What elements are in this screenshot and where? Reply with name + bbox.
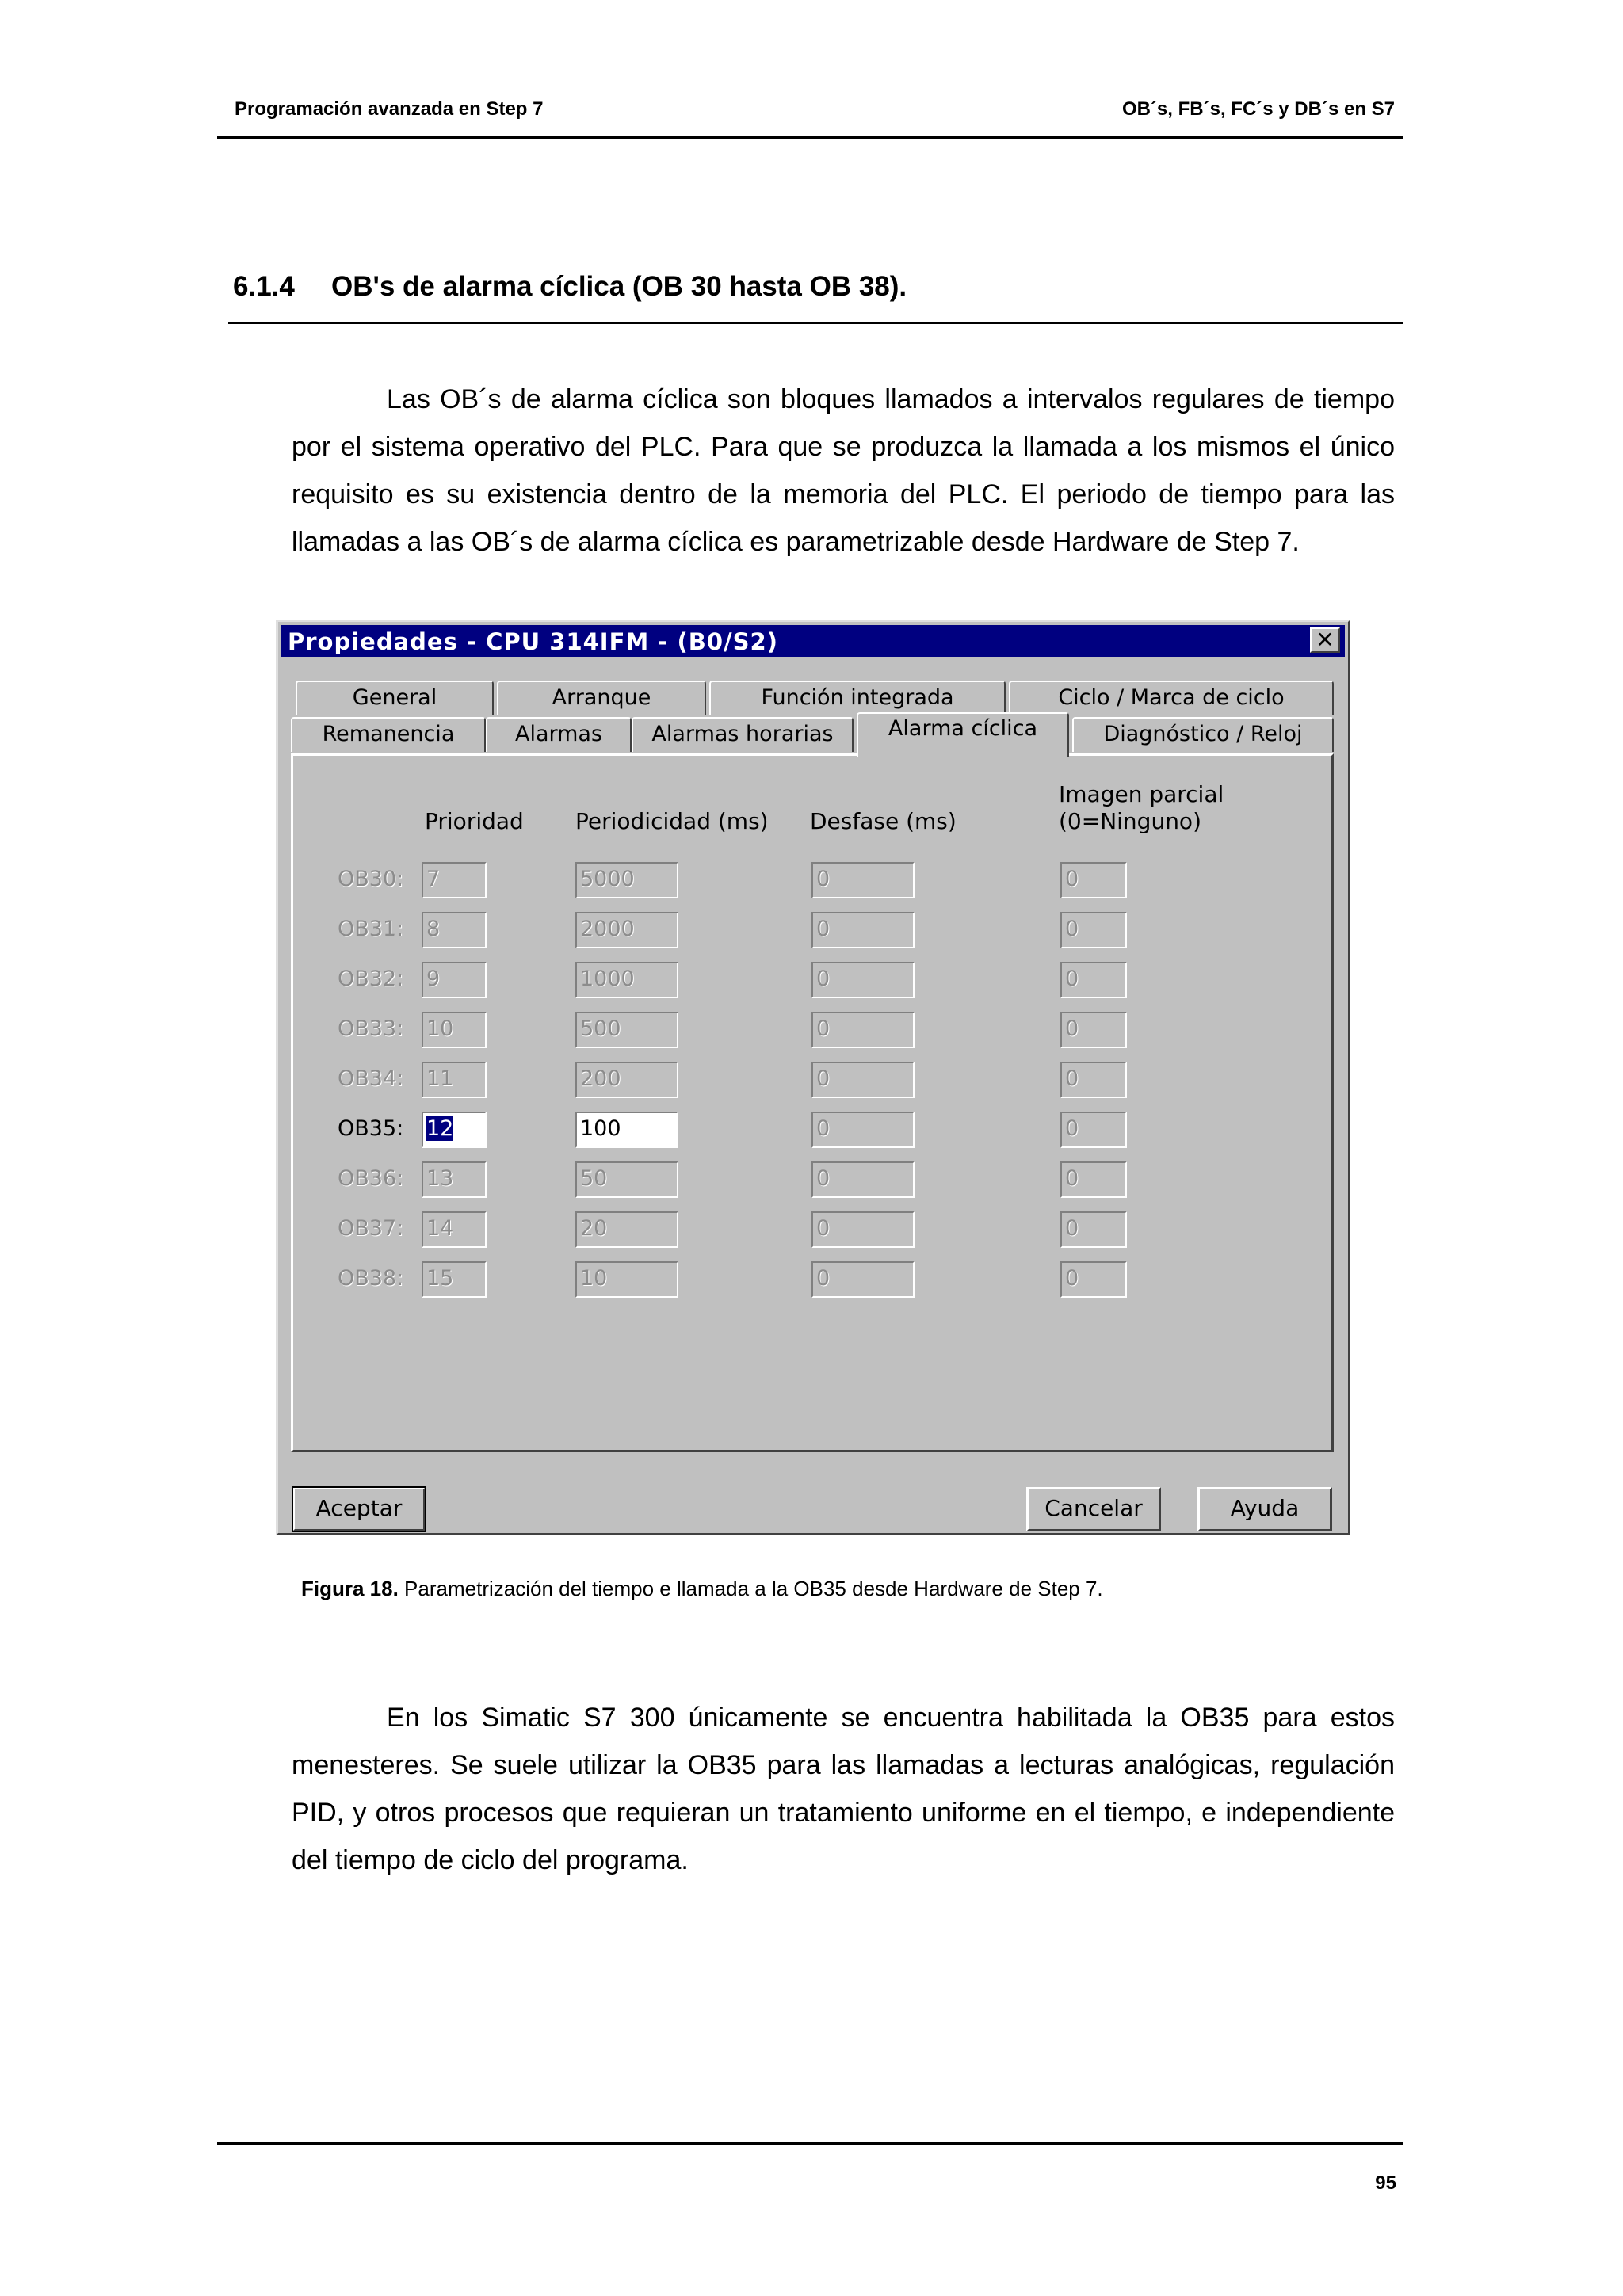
image-field[interactable] bbox=[1060, 912, 1127, 948]
tab-panel bbox=[291, 753, 1334, 1452]
image-field-value: 0 bbox=[1065, 1266, 1079, 1291]
offset-field[interactable] bbox=[812, 1161, 915, 1198]
period-field[interactable] bbox=[575, 1211, 678, 1248]
period-field[interactable] bbox=[575, 1112, 678, 1148]
column-header-image-line1: Imagen parcial bbox=[1059, 781, 1224, 807]
intro-paragraph: Las OB´s de alarma cíclica son bloques llamados a intervalos regulares de tiempo por el sistema operativo del PLC. Para que se produzca la llamada a los mismos el único requisito es su existencia dentro de la memoria del PLC. El periodo de tiempo para las llamadas a las OB´s de alarma cíclica es parametrizable desde Hardware de Step 7. bbox=[292, 384, 1395, 557]
offset-field[interactable] bbox=[812, 1112, 915, 1148]
image-field-value: 0 bbox=[1065, 1216, 1079, 1241]
offset-field[interactable] bbox=[812, 862, 915, 898]
tab-remanencia[interactable]: Remanencia bbox=[291, 717, 486, 752]
period-field[interactable] bbox=[575, 1161, 678, 1198]
period-field[interactable] bbox=[575, 1062, 678, 1098]
period-field-value: 10 bbox=[580, 1266, 608, 1291]
priority-field-value: 15 bbox=[426, 1266, 454, 1291]
offset-field-value: 0 bbox=[816, 1266, 831, 1291]
priority-field[interactable] bbox=[422, 862, 487, 898]
section-number: 6.1.4 bbox=[233, 271, 295, 302]
offset-field-value: 0 bbox=[816, 1166, 831, 1191]
period-field-value: 20 bbox=[580, 1216, 608, 1241]
offset-field[interactable] bbox=[812, 962, 915, 998]
image-field-value: 0 bbox=[1065, 867, 1079, 891]
section-title: OB's de alarma cíclica (OB 30 hasta OB 38). bbox=[331, 271, 907, 302]
period-field[interactable] bbox=[575, 1012, 678, 1048]
ob-label: OB35: bbox=[338, 1116, 404, 1141]
priority-field[interactable] bbox=[422, 1012, 487, 1048]
priority-field[interactable] bbox=[422, 1261, 487, 1298]
ob-label: OB33: bbox=[338, 1016, 404, 1041]
image-field-value: 0 bbox=[1065, 1016, 1079, 1041]
page-number: 95 bbox=[1375, 2172, 1396, 2194]
cancel-button[interactable]: Cancelar bbox=[1026, 1487, 1161, 1531]
figure-label: Figura 18. bbox=[301, 1577, 399, 1600]
period-field[interactable] bbox=[575, 1261, 678, 1298]
running-header-left: Programación avanzada en Step 7 bbox=[235, 98, 544, 120]
priority-field[interactable] bbox=[422, 962, 487, 998]
priority-field-value: 7 bbox=[426, 867, 441, 891]
column-header-image-line2: (0=Ninguno) bbox=[1059, 808, 1201, 834]
ob-label: OB31: bbox=[338, 917, 404, 941]
tab-ciclo-marca[interactable]: Ciclo / Marca de ciclo bbox=[1009, 681, 1334, 715]
accept-button[interactable]: Aceptar bbox=[292, 1487, 426, 1531]
ob-label: OB34: bbox=[338, 1066, 404, 1091]
footer-rule bbox=[217, 2142, 1403, 2145]
ob-label: OB36: bbox=[338, 1166, 404, 1191]
image-field[interactable] bbox=[1060, 962, 1127, 998]
ob-label: OB30: bbox=[338, 867, 404, 891]
offset-field[interactable] bbox=[812, 1012, 915, 1048]
period-field-value: 5000 bbox=[580, 867, 635, 891]
figure-caption-text: Parametrización del tiempo e llamada a la OB35 desde Hardware de Step 7. bbox=[398, 1577, 1103, 1600]
priority-field-value: 9 bbox=[426, 967, 441, 991]
period-field-value: 100 bbox=[580, 1116, 621, 1141]
tab-general[interactable]: General bbox=[296, 681, 494, 715]
offset-field[interactable] bbox=[812, 1211, 915, 1248]
dialog-title-bar[interactable] bbox=[281, 625, 1345, 657]
section-rule bbox=[228, 322, 1403, 324]
priority-field-value: 11 bbox=[426, 1066, 454, 1091]
priority-field[interactable] bbox=[422, 1161, 487, 1198]
priority-field-value: 10 bbox=[426, 1016, 454, 1041]
figure-caption bbox=[301, 1577, 1103, 1601]
offset-field-value: 0 bbox=[816, 917, 831, 941]
priority-field-value: 13 bbox=[426, 1166, 454, 1191]
period-field-value: 50 bbox=[580, 1166, 608, 1191]
offset-field[interactable] bbox=[812, 912, 915, 948]
ob-label: OB38: bbox=[338, 1266, 404, 1291]
image-field[interactable] bbox=[1060, 862, 1127, 898]
running-header-right: OB´s, FB´s, FC´s y DB´s en S7 bbox=[1121, 98, 1395, 120]
header-rule bbox=[217, 136, 1403, 139]
offset-field-value: 0 bbox=[816, 1216, 831, 1241]
tab-alarmas[interactable]: Alarmas bbox=[486, 717, 632, 752]
image-field[interactable] bbox=[1060, 1261, 1127, 1298]
offset-field-value: 0 bbox=[816, 1016, 831, 1041]
image-field-value: 0 bbox=[1065, 917, 1079, 941]
image-field-value: 0 bbox=[1065, 1166, 1079, 1191]
priority-field[interactable] bbox=[422, 1112, 487, 1148]
column-header-offset: Desfase (ms) bbox=[810, 808, 957, 834]
closing-paragraph: En los Simatic S7 300 únicamente se encuentra habilitada la OB35 para estos menesteres. Se suele utilizar la OB35 para las llamadas a lecturas analógicas, regulación PID, y otros procesos que requieran un tratamiento uniforme en el tiempo, e independiente del tiempo de ciclo del programa. bbox=[292, 1703, 1395, 1875]
period-field-value: 500 bbox=[580, 1016, 621, 1041]
period-field[interactable] bbox=[575, 862, 678, 898]
period-field-value: 200 bbox=[580, 1066, 621, 1091]
image-field[interactable] bbox=[1060, 1012, 1127, 1048]
image-field-value: 0 bbox=[1065, 1066, 1079, 1091]
image-field-value: 0 bbox=[1065, 1116, 1079, 1141]
image-field[interactable] bbox=[1060, 1112, 1127, 1148]
priority-field-value: 12 bbox=[426, 1116, 454, 1141]
tab-funcion-integrada[interactable]: Función integrada bbox=[709, 681, 1006, 715]
priority-field[interactable] bbox=[422, 1211, 487, 1248]
period-field[interactable] bbox=[575, 962, 678, 998]
period-field-value: 1000 bbox=[580, 967, 635, 991]
image-field-value: 0 bbox=[1065, 967, 1079, 991]
period-field-value: 2000 bbox=[580, 917, 635, 941]
offset-field[interactable] bbox=[812, 1261, 915, 1298]
image-field[interactable] bbox=[1060, 1062, 1127, 1098]
image-field[interactable] bbox=[1060, 1161, 1127, 1198]
priority-field[interactable] bbox=[422, 1062, 487, 1098]
column-header-priority: Prioridad bbox=[425, 808, 524, 834]
tab-alarma-ciclica[interactable]: Alarma cíclica bbox=[857, 712, 1069, 757]
period-field[interactable] bbox=[575, 912, 678, 948]
offset-field[interactable] bbox=[812, 1062, 915, 1098]
tab-arranque[interactable]: Arranque bbox=[497, 681, 706, 715]
ob-label: OB37: bbox=[338, 1216, 404, 1241]
properties-dialog bbox=[276, 620, 1350, 1535]
tab-diagnostico-reloj[interactable]: Diagnóstico / Reloj bbox=[1072, 717, 1334, 752]
offset-field-value: 0 bbox=[816, 1116, 831, 1141]
priority-field[interactable] bbox=[422, 912, 487, 948]
dialog-title: Propiedades - CPU 314IFM - (B0/S2) bbox=[288, 628, 778, 655]
tab-alarmas-horarias[interactable]: Alarmas horarias bbox=[632, 717, 854, 752]
priority-field-value: 8 bbox=[426, 917, 441, 941]
offset-field-value: 0 bbox=[816, 1066, 831, 1091]
offset-field-value: 0 bbox=[816, 867, 831, 891]
ob-label: OB32: bbox=[338, 967, 404, 991]
image-field[interactable] bbox=[1060, 1211, 1127, 1248]
priority-field-value: 14 bbox=[426, 1216, 454, 1241]
column-header-period: Periodicidad (ms) bbox=[575, 808, 769, 834]
help-button[interactable]: Ayuda bbox=[1197, 1487, 1332, 1531]
offset-field-value: 0 bbox=[816, 967, 831, 991]
close-icon[interactable]: ✕ bbox=[1310, 627, 1340, 653]
